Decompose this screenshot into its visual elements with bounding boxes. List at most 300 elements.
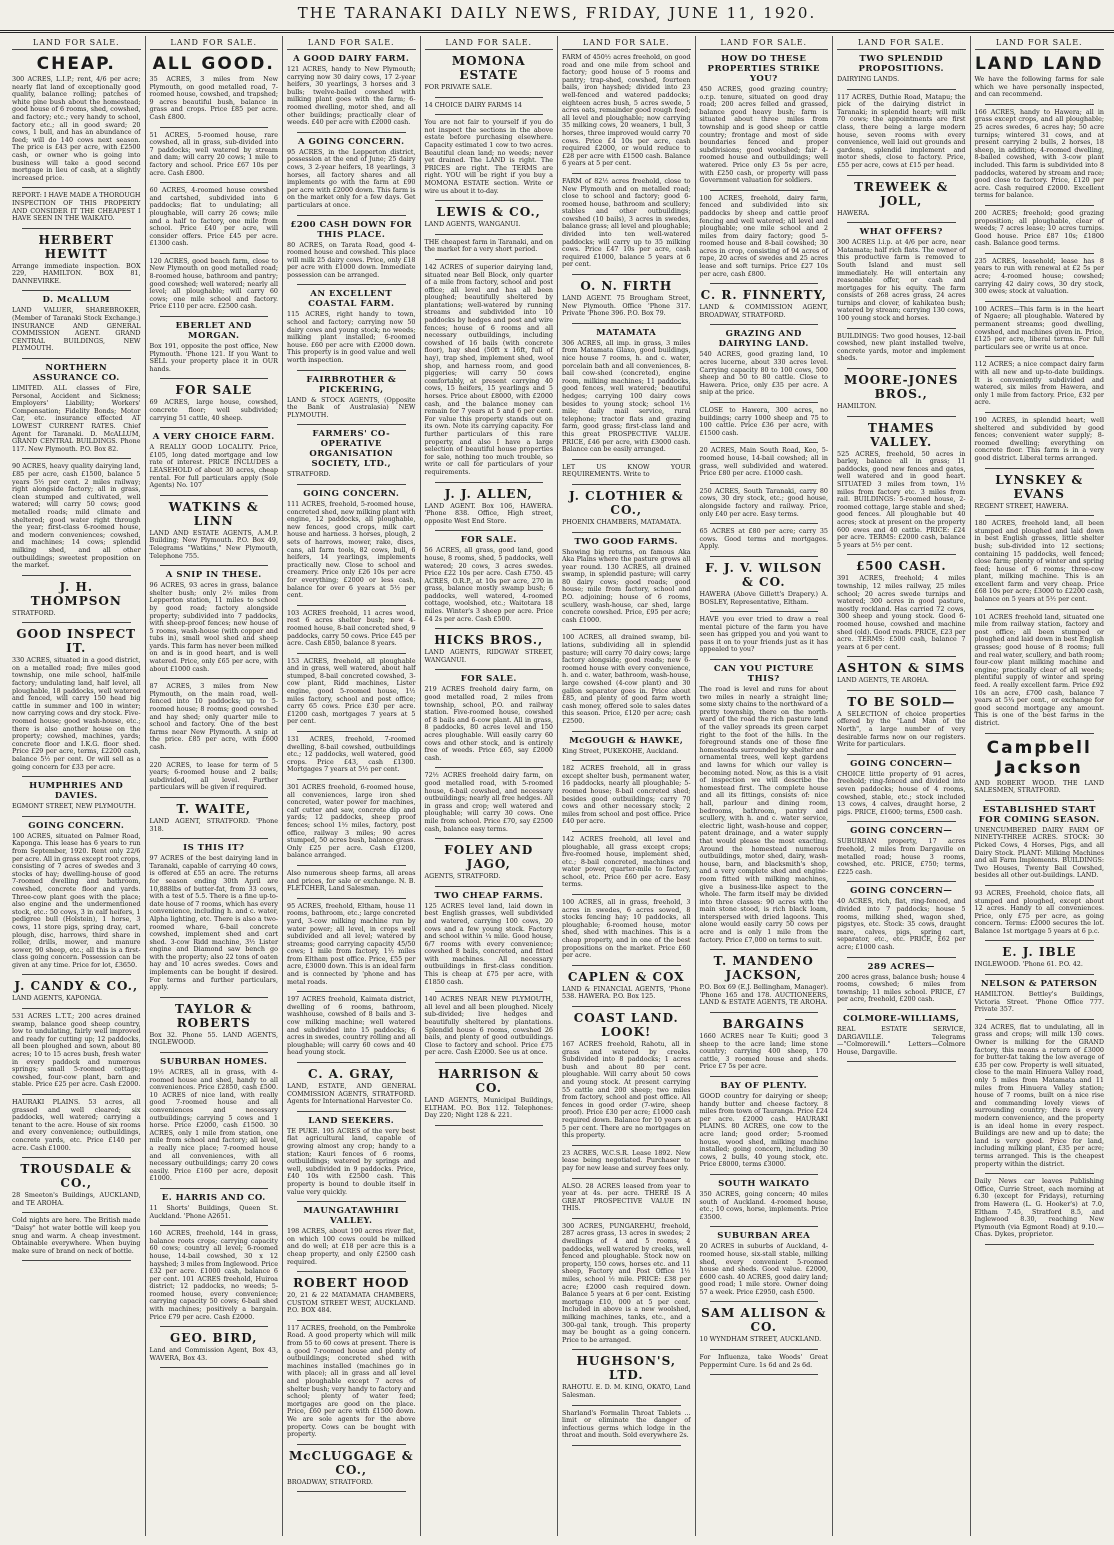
ad-headline: J. J. ALLEN, — [444, 486, 533, 501]
ad-headline: T. WAITE, — [176, 801, 252, 816]
ad-body: HAWERA (Above Gillett's Drapery.) A. BOSLEY, Representative, Eltham. — [699, 589, 828, 606]
ad-body: AND ROBERT WOOD. THE LAND SALESMEN, STRATFORD. — [974, 778, 1104, 795]
ad-divider — [847, 1061, 956, 1062]
advertisement — [425, 1067, 554, 1120]
ad-body: 153 ACRES, freehold, all ploughable and in grass, well watered, about half stumped, 8-bail concreted cowshed, 3-cow plant, Ridd machines, Lister engine, good 5-roomed house, 1½ miles factory, school and post office; carry 65 cows. Price £30 per acre. £1200 cash, mortgages 7 years at 5 per cent. — [287, 656, 416, 726]
ad-divider — [160, 495, 269, 496]
ad-divider — [435, 259, 544, 260]
ad-divider — [710, 1349, 819, 1350]
advertisement — [12, 979, 141, 1003]
advertisement — [562, 537, 691, 625]
ad-headline: E. J. IBLE — [1002, 945, 1077, 960]
advertisement — [12, 233, 141, 286]
ad-divider — [572, 1349, 681, 1350]
advertisement — [150, 570, 279, 673]
advertisement — [287, 903, 416, 987]
ad-divider — [160, 838, 269, 839]
ad-body: 87 ACRES, 3 miles from New Plymouth, on the main road, well-fenced into 10 paddocks; up to 5-roomed house; 8 rooms; good cowshed and hay shed; only quarter mile to school and factory. One of the best farms near New Plymouth. A snip at the price. £85 per acre, with £600 cash. — [149, 682, 278, 751]
ad-divider — [22, 816, 131, 817]
advertisement — [837, 227, 966, 323]
ad-headline: GRAZING AND DAIRYING LAND. — [718, 329, 809, 350]
advertisement — [287, 289, 416, 364]
ad-body: 100 ACRES, situated on Palmer Road, Kaponga. This lease has 6 years to run from September, 1920. Rent only 22/6 per acre. All in grass except root crops, consisting of 7 acres of swedes and 3 stocks of hay; dwelling-house of good 7-roomed dwelling and bathroom, cowshed, concrete floor and yards. Three-cow plant goes with the place; also engine and the undermentioned stock, etc.: 50 cows, 3 in calf heifers, 1 pedigree bull (Holstein), 1 horse, 3 cows, 11 store pigs, spring dray, cart, plough, disc, harrows, third share in roller, drills, mower, and manure sower, 90 sheep, etc.; all this is a first-class going concern. Possession can be given at any time. Price for lot, £3650. — [12, 831, 141, 969]
ad-body: 117 ACRES, Duthie Road, Matapu; the pick of the dairying district in Taranaki; in splendid heart; will milk 70 cows; the appointments are first class, there being a large modern house, seven rooms with every convenience, well laid out grounds and gardens, splendid implement and motor sheds, close to factory. Price, £55 per acre, cows at £15 per head. — [837, 92, 966, 169]
advertisement — [425, 535, 554, 623]
column-1 — [8, 36, 146, 1536]
ad-divider — [297, 370, 406, 371]
ad-divider — [160, 1326, 269, 1327]
advertisement — [562, 489, 691, 527]
ad-body: 100 ACRES, freehold, dairy farm, fenced and subdivided into six paddocks by sheep and cattle proof fencing and well watered; all level and ploughable; one mile school and 2 miles from dairy factory; good 5-roomed house and 8-bail cowshed; 30 acres in crop, consisting of 94 acres of rape, 20 acres of swedes and 25 acres lease and soft turnips. Price £27 10s per acre, cash £800. — [699, 193, 828, 278]
ad-divider — [710, 611, 819, 612]
advertisement — [150, 432, 279, 490]
advertisement — [700, 954, 829, 1007]
advertisement — [700, 54, 829, 185]
advertisement — [425, 239, 554, 254]
advertisement — [150, 187, 279, 248]
advertisement — [12, 1099, 141, 1152]
ad-headline: FOR SALE. — [460, 674, 517, 685]
ad-headline: £200 CASH DOWN FOR THIS PLACE. — [290, 219, 413, 240]
ad-headline: LEWIS & CO., — [436, 205, 541, 220]
advertisement — [700, 1081, 829, 1169]
ad-headline: HERBERT HEWITT — [38, 232, 114, 261]
ad-divider — [847, 656, 956, 657]
ad-body: LAND AGENT. Box 106, HAWERA. 'Phone 838. Office, High street, opposite West End Store. — [424, 501, 553, 525]
advertisement — [425, 205, 554, 229]
ad-body: UNENCUMBERED DAIRY FARM OF NINETY-THREE ACRES. STOCK: 30 Picked Cows, 4 Horses, Pigs, and all Dairy Stock. PLANT: Milking Machines and all Farm Implements. BUILDINGS: Two Houses, Twenty Bail Cowshed, besides all other out-buildings. LAND. — [974, 825, 1104, 880]
advertisement — [287, 870, 416, 893]
ad-body: P.O. Box 69 (E.J. Bellingham, Manager). 'Phone 165 and 178. AUCTIONEERS, LAND & ESTATE AGENTS, TE AROHA. — [699, 983, 828, 1007]
advertisement — [562, 464, 691, 479]
advertisement — [12, 363, 141, 453]
ad-body: HAURAKI PLAINS. 53 acres, all grassed and well cleared; six paddocks, well watered; carrying a tenant to the acre. House of six rooms and every convenience; outbuildings, concrete yards, etc. Price £140 per acre. Cash £1000. — [12, 1098, 141, 1152]
ad-divider — [297, 653, 406, 654]
ad-body: 125 ACRES level land, laid down in best English grasses, well subdivided and watered, carrying 100 cows, 20 cows and a few young stock. Factory and school within ¼ mile. Good house, 6/7 rooms with every convenience; cowshed 8 bails, concreted, and fitted with machines. All necessary outbuildings in first-class condition. This is cheap at £75 per acre, with £1850 cash. — [424, 901, 553, 986]
advertisement — [837, 54, 966, 84]
ad-body: LAND AGENT. 75 Brougham Street, New Plymouth. Office 'Phone 317. Private 'Phone 396. P.O. Box 79. — [562, 294, 691, 318]
ad-headline: D. McALLUM — [42, 295, 110, 306]
ad-divider — [847, 690, 956, 691]
advertisement — [975, 979, 1105, 1014]
advertisement — [287, 429, 416, 479]
ad-body: 10 WYNDHAM STREET, AUCKLAND. — [699, 1335, 822, 1344]
ad-divider — [160, 1225, 269, 1226]
advertisement — [700, 1306, 829, 1344]
ad-body: 250 ACRES, South Taranaki, carry 80 cows, 30 dry stock, etc.; good house, alongside factory and railway. Price, only £40 per acre. Easy terms. — [699, 486, 828, 518]
ad-headline: T. MANDENO JACKSON, — [713, 954, 814, 983]
ad-body: 198 ACRES, about 190 acres river flat, on which 100 cows could be milked and do well; at £18 per acre this is a cheap property, and only £2500 cash required. — [287, 1227, 416, 1266]
advertisement — [837, 94, 966, 170]
ad-divider — [847, 554, 956, 555]
ad-headline: MATAMATA — [596, 327, 657, 338]
ad-body: 35 ACRES, 3 miles from New Plymouth, on good metalled road, 7-roomed house, cowshed, and trapshed; 9 acres beautiful bush, balance in grass and crops. Price £85 per acre. Cash £800. — [149, 75, 278, 121]
advertisement — [12, 821, 141, 970]
ad-headline: CAN YOU PICTURE THIS? — [713, 664, 814, 685]
ad-body: King Street, PUKEKOHE, Auckland. — [562, 746, 679, 755]
ad-body: 540 ACRES, good grazing land, 10 acres lucerne, about 330 acres level. Carrying capacity 80 to 100 cows, 500 sheep and 50 to 80 cattle. Close to Hawera. Price, only £35 per acre. A snip at the price. — [699, 350, 828, 397]
ad-divider — [160, 997, 269, 998]
ad-divider — [572, 173, 681, 174]
ad-divider — [435, 97, 544, 98]
column-3 — [283, 36, 421, 1536]
column-2 — [146, 36, 284, 1536]
ad-body: 11 Shorts' Buildings, Queen St. Auckland. 'Phone A2651. — [149, 1203, 278, 1220]
ad-body: DAIRYING LANDS. — [837, 75, 900, 83]
ad-body: 121 ACRES, handy to New Plymouth; carrying now 30 dairy cows, 17 2-year heifers, 30 yearlings, 3 horses and 3 bulls; twelve-bailed cowshed with milking plant goes with the farm; 6-roomed dwelling, motor shed, and all other buildings; practically clear of weeds. £40 per acre with £2000 cash. — [287, 65, 416, 127]
ad-body: 235 ACRES, leasehold; lease has 8 years to run with renewal at £2 5s per acre; 4-roomed house; cowshed; carrying 42 dairy cows, 30 dry stock, 300 ewes; stock at valuation. — [974, 256, 1104, 296]
ad-divider — [297, 132, 406, 133]
ad-divider — [710, 1174, 819, 1175]
ad-divider — [435, 482, 544, 483]
advertisement — [425, 772, 554, 833]
advertisement — [837, 559, 966, 651]
ad-body: REPORT: I HAVE MADE A THOROUGH INSPECTION OF THIS PROPERTY AND CONSIDER IT THE CHEAPEST I HAVE SEEN IN THE WAIKATO. — [12, 191, 141, 223]
ad-body: 60 ACRES, 4-roomed house cowshed and cartshed, subdivided into 6 paddocks; flat to undulating; all ploughable, will carry 26 cows; mile and a half to factory, one mile from school. Price £40 per acre, will consider offers. Price £45 per acre. £1300 cash. — [149, 186, 278, 248]
advertisement — [562, 54, 691, 168]
ad-headline: GOING CONCERN. — [28, 820, 125, 831]
advertisement — [150, 258, 279, 311]
ad-body: Arrange immediate inspection. BOX 229, HAMILTON. BOX 81, DANNEVIRKE. — [12, 261, 141, 285]
ad-body: 330 ACRES, situated in a good district, on a metalled road; five miles good township, one mile school, half-mile factory; undulating land, half level, all ploughable, 18 paddocks, well watered and fenced, will carry 150 head big cattle in summer and 100 in winter; now carrying cows and dry stock. Five-roomed house; good wash-house, etc.; there is also another house on the property; cowshed, machines, yards; concrete floor and I.K.G. floor shed. Price £29 per acre, terms, £2200 cash, balance 5½ per cent. Or will sell as a going concern for £33 per acre. — [12, 656, 141, 771]
ad-divider — [435, 1125, 544, 1126]
ad-body: 140 ACRES NEAR NEW PLYMOUTH, all level and all been ploughed. Nicely sub-divided; live hedges and beautifully sheltered by plantations. Splendid house 6 rooms, cowshed 26 bails, and plenty of good outbuildings. Close to factory and school. Price £75 per acre. Cash £2000. See us at once. — [424, 995, 553, 1057]
column-8 — [971, 36, 1109, 1536]
ad-divider — [22, 187, 131, 188]
ad-body: INGLEWOOD. 'Phone 61. P.O. 42. — [974, 960, 1083, 969]
ad-headline: McCLUGGAGE & CO., — [288, 1448, 414, 1477]
ad-headline: C. A. GRAY, — [308, 1067, 395, 1081]
ad-headline: LYNSKEY & EVANS — [995, 472, 1084, 501]
ad-divider — [22, 1008, 131, 1009]
advertisement — [700, 561, 829, 606]
ad-body: LAND AGENTS, Municipal Buildings, ELTHAM. P.O. Box 112. Telephones: Day 220; Night 128 & 221. — [424, 1096, 553, 1120]
advertisement — [12, 295, 141, 353]
ad-divider — [297, 284, 406, 285]
ad-body: LAND AGENTS, KAPONGA. — [12, 994, 103, 1003]
ad-body: 1660 ACRES near Te Kuiti; good 3 sheep to the acre land; lime stone country; carrying 400 sheep, 170 cattle, 3 roomed house and sheds. Price £7 5s per acre. — [699, 1032, 828, 1071]
ad-body: BUILDINGS: Two good houses, 12-bail cowshed, new plant installed twelve, concrete yards, motor and implement sheds. — [837, 331, 966, 363]
advertisement — [12, 1217, 141, 1255]
ad-body: 51 ACRES, 5-roomed house, rare cowshed, all in grass, sub-divided into 7 paddocks; well watered by stream and dam; will carry 20 cows; 1 mile to factory and school. Price £67 10s per acre. Cash £800. — [149, 130, 278, 177]
ad-body: LAND AND ESTATE AGENTS, A.M.P. Building; New Plymouth. P.O. Box 49, Telegrams "Watkins," New Plymouth, Telephone 755. — [149, 528, 278, 560]
advertisement — [287, 784, 416, 860]
advertisement — [562, 1223, 691, 1345]
ad-body: You are not fair to yourself if you do not inspect the sections in the above estate before purchasing elsewhere. Capacity estimated 1 cow to two acres. Beautiful clean land; no weeds; never yet drained. The LAND is right. The PRICES are right. The TERMS are right. YOU will be right if you buy a MOMONA ESTATE section. Write or wire us about it to-day. — [424, 118, 553, 195]
ad-divider — [985, 733, 1095, 734]
ad-divider — [572, 1445, 681, 1446]
ad-body: LET US KNOW YOUR REQUIREMENTS. Write to — [562, 462, 691, 479]
ad-body: 131 ACRES, freehold, 7-roomed dwelling, 8-bail cowshed, outbuildings etc.; 12 paddocks, well watered, good crops. Price £43, cash £1300. Mortgages 7 years at 5½ per cent. — [287, 735, 416, 774]
ad-headline: EBERLET AND MORGAN. — [175, 321, 252, 342]
ad-divider — [572, 1178, 681, 1179]
ad-body: HAWERA. — [837, 208, 870, 217]
ad-divider — [435, 200, 544, 201]
ad-divider — [435, 838, 544, 839]
ad-divider — [985, 301, 1095, 302]
ad-headline: ASHTON & SIMS — [837, 661, 966, 676]
ad-body: 182 ACRES freehold, all in grass except shelter bush, permanent water, 16 paddocks, nearly all ploughable; 5-roomed house; 8-bail concreted shed; besides good outbuildings; carry 70 cows and other necessary stock; 2 miles from school and post office. Price £40 per acre. — [562, 764, 691, 826]
ad-body: LAND VALUER, SHAREBROKER, (Member of Taranaki Stock Exchange.) INSURANCE AND GENERAL COMMISSION AGENT. GRAND CENTRAL BUILDINGS, NEW PLYMOUTH. — [12, 306, 141, 353]
ad-headline: CHEAP. — [36, 54, 116, 74]
ad-body: LAND AGENTS, RIDGWAY STREET, WANGANUI. — [424, 648, 553, 664]
ad-headline: TWO SPLENDID PROPOSITIONS. — [858, 54, 945, 74]
ad-headline: HICKS BROS., — [434, 633, 544, 648]
ad-divider — [572, 731, 681, 732]
ad-body: Showing big returns, on famous Aka Aka Plains where the pasture grows all year round. 130 ACRES, all drained swamp, in splendid pasture; will carry 80 dairy cows; good roads; good house; mile from factory, school and P.O. adjoining; house of 6 rooms, scullery, wash-house, car shed, large concrete cowshed. Price, £95 per acre; cash £1000. — [562, 547, 691, 624]
ad-headline: A VERY CHOICE FARM. — [152, 432, 275, 443]
ad-body: 90 ACRES, heavy quality dairying land, £85 per acre, cash £1500, balance 5 years 5½ per cent. 2 miles railway; right alongside factory; all in grass, clean stumped and cultivated, well watered; will carry 50 cows; good metalled roads; mild climate and sheltered; good water right through the year; first-class 6-roomed house, and modern conveniences; cowshed, and machines; 14 cows; splendid milking shed, and all other outbuildings; sweetest proposition on the market. — [12, 462, 141, 570]
advertisement — [150, 500, 279, 560]
ad-body: 65 ACRES at £80 per acre; carry 35 cows. Good terms and mortgages. Apply. — [699, 527, 828, 551]
ad-body: 72½ ACRES freehold dairy farm, on good metalled road, with 5-roomed house, 6-bail cowshed, and necessary outbuildings; nearly all free hedges. All in grass and crop; well watered and ploughable; will carry 30 cows. One mile from school. Price £70, say £2500 cash, balance easy terms. — [424, 771, 553, 833]
ad-divider — [22, 974, 131, 975]
ad-body: LAND AGENT, STRATFORD. 'Phone 318. — [149, 816, 278, 833]
ad-divider — [160, 253, 269, 254]
ad-headline: FAIRBROTHER & PICKERING, — [306, 374, 397, 395]
ad-body: THE cheapest farm in Taranaki, and on the market for a very short period. — [424, 237, 553, 254]
ad-body: SUBURBAN property, 17 acres freehold, 2 miles from Dargaville on metalled road; house 3 rooms, cowshed, etc. PRICE, £750; terms, £225 cash. — [837, 837, 966, 876]
ad-body: Box 191, opposite the post office, New Plymouth. 'Phone 121. If you Want to SELL your property place it in OUR hands. — [149, 342, 278, 373]
ad-divider — [847, 1009, 956, 1010]
ad-headline: BARGAINS — [722, 1017, 805, 1032]
ad-divider — [710, 402, 819, 403]
ad-headline: COAST LAND. LOOK! — [573, 1011, 679, 1039]
advertisement — [837, 826, 966, 876]
ad-body: A SELECTION of choice properties offered by the "Land Man of the North", a large number of very desirable farms now on our registers. Write for particulars. — [837, 709, 966, 749]
ad-headline: GOING CONCERN— — [850, 886, 953, 897]
ad-divider — [985, 515, 1095, 516]
ad-divider — [435, 234, 544, 235]
ad-body: AGENTS, STRATFORD. — [424, 872, 501, 881]
ad-body: 56 ACRES, all grass, good land, good house, 8 rooms, shed, 5 paddocks, well watered; 20 cows, 3 acres swedes. Price £22 10s per acre. Cash £750. 45 ACRES, O.R.P., at 10s per acre, 270 in grass, balance mostly swamp bush; 6 paddocks, well watered, 4-roomed cottage, woolshed, etc.; Waitotara 18 miles. Winter's 3 sheep per acre. Price £4 2s per acre. Cash £500. — [424, 546, 553, 623]
advertisement — [975, 361, 1105, 407]
ad-headline: IS THIS IT? — [183, 843, 245, 854]
ad-headline: THAMES VALLEY. — [867, 420, 935, 449]
ad-body: Cold nights are here. The British made "Daisy" hot water bottle will keep you snug and warm. A cheap investment. Obtainable everywhere. When buying make sure of brand on neck of bottle. — [12, 1216, 141, 1255]
ad-divider — [435, 628, 544, 629]
advertisement — [562, 1183, 691, 1213]
ad-divider — [160, 127, 269, 128]
ad-body: 96 ACRES, 93 acres in grass, balance shelter bush; only 2½ miles from Lepperton station, 11 miles to school by good road; factory alongside property; subdivided into 7 paddocks, with sheep-proof fences; new house of 5 rooms, wash-house (with copper and tubs in), small wool shed and sheep yards. This farm has never been milked on and is in good heart, and is well watered. Price, only £65 per acre, with about £1000 cash. — [149, 581, 278, 673]
advertisement — [287, 1067, 416, 1106]
advertisement — [562, 1150, 691, 1173]
column-heading: LAND FOR SALE. — [12, 36, 141, 50]
ad-divider — [160, 678, 269, 679]
ad-headline: TAYLOR & ROBERTS — [175, 1001, 253, 1030]
ad-body: FOR PRIVATE SALE. — [424, 83, 492, 91]
ad-divider — [710, 1226, 819, 1227]
ad-body: 103 ACRES freehold, 11 acres wood, rest 6 acres shelter bush; new 4-roomed house, 8-bail concreted shed, 9 paddocks, carry 50 cows. Price £45 per acre. Cash £850, balance 8 years. — [287, 608, 416, 648]
ad-body: 190 ACRES, in splendid heart; well sheltered and subdivided by good fences; convenient water supply; 8-roomed dwelling; everything on concrete floor. This farm is in a very good district. Liberal terms arranged. — [974, 415, 1104, 462]
advertisement — [12, 463, 141, 569]
advertisement — [287, 375, 416, 420]
ad-headline: LAND SEEKERS. — [308, 1115, 395, 1126]
ad-divider — [435, 991, 544, 992]
ad-divider — [297, 991, 406, 992]
advertisement — [837, 661, 966, 685]
ad-headline: GOING CONCERN— — [850, 758, 953, 769]
ad-divider — [847, 368, 956, 369]
ad-body: 112 ACRES; a nice compact dairy farm with all new and up-to-date buildings. It is conveniently subdivided and watered, six miles from Hawera, and only 1 mile from factory. Price, £32 per acre. — [974, 360, 1104, 407]
advertisement — [425, 674, 554, 762]
ad-body: 142 ACRES of superior dairying land, situated near Bell Block, only quarter of a mile from factory, school and post office; all level and has all been ploughed; beautifully sheltered by plantations; well-watered by running streams and subdivided into 10 paddocks by hedges and post and wire fences; house of 6 rooms and all necessary outbuildings, including cowshed of 16 bails (with concrete floor), hay shed (50ft x 16ft, full of hay), trap shed, implement shed, wool shop, and harness room, and good piggeries; will carry 50 cows comfortably, at present carrying 40 cows, 15 heifers, 15 yearlings and 5 horses. Price about £8000, with £2000 cash, and the balance money can remain for 7 years at 5 and 6 per cent. For value this property stands out on its own. Note its carrying capacity. For further particulars of this rare property, and also I have a large selection of beautiful house properties for sale, nothing too much trouble, so write or call for particulars of your requirements. — [424, 262, 553, 476]
ad-body: 391 ACRES, freehold; 4 miles township, 12 miles railway, 25 miles school; 20 acres swede turnips and watered; 300 acres in good pasture, mostly rockland. Has carried 72 cows, 300 sheep and young stock. Good 6-roomed house, cowshed and machine shed (old). Good roads. PRICE, £23 per acre. TERMS: £500 cash, balance 7 years at 6 per cent. — [837, 574, 966, 651]
ad-divider — [985, 1173, 1095, 1174]
ad-divider — [160, 427, 269, 428]
ad-body: We have the following farms for sale which we have personally inspected, and can recommend. — [974, 75, 1104, 99]
ad-body: 142 ACRES freehold, all level and ploughable, all grass except crops; five-roomed house, implement shed, etc.; 8-bail concreted, machines and water power, quarter-mile to factory, school, etc. Price £60 per acre. Easy terms. — [562, 834, 691, 889]
advertisement — [562, 765, 691, 826]
ad-divider — [710, 556, 819, 557]
ad-body: 306 ACRES, all imp. in grass, 3 miles from Matamata Glaxo, good buildings, nice house 7 rooms, h. and c. water, porcelain bath and all conveniences, 8-bail cow-shed (concreted), engine room, milking machines; 11 paddocks, good fences, well watered; beautiful hedges; carrying 100 dairy cows besides to young stock; school 1½ mile; daily mail service, rural telephone; tractor flats and grazing farm, good grass; first-class land and this great PROSPECTIVE VALUE. PRICE, £46 per acre, with £3000 cash. Balance can be easily arranged. — [562, 338, 691, 454]
ad-headline: MAUNGATAWHIRI VALLEY. — [303, 1206, 400, 1227]
ad-divider — [847, 754, 956, 755]
advertisement — [150, 1002, 279, 1047]
advertisement — [975, 210, 1105, 248]
ad-divider — [22, 1157, 131, 1158]
ad-divider — [22, 776, 131, 777]
ad-divider — [985, 940, 1095, 941]
ad-body: 450 ACRES, good grazing country; o.r.p. tenure, situated on good dray road; 200 acres felled and grassed, balance good heavy bush; farm is situated about three miles from township and is good sheep or cattle country; frontage and most of side boundaries fenced and proper subdivisions; good woolshed; fair 4-roomed house and outbuildings; well watered. Price only £3 5s per acre, with £250 cash, or property will pass Government valuation for soldiers. — [699, 85, 828, 185]
advertisement — [700, 1354, 829, 1369]
ad-headline: AN EXCELLENT COASTAL FARM. — [308, 289, 395, 310]
ad-divider — [297, 779, 406, 780]
ad-divider — [710, 483, 819, 484]
advertisement — [837, 759, 966, 817]
ad-headline: GEO. BIRD, — [170, 1331, 258, 1346]
ad-divider — [710, 1012, 819, 1013]
ad-headline: WATKINS & LINN — [168, 499, 259, 528]
column-heading: LAND FOR SALE. — [150, 36, 279, 50]
ad-body: LAND AGENTS, WANGANUI. — [424, 220, 521, 229]
ad-body: REAL ESTATE SERVICE, DARGAVILLE. Telegrams—"Colmorewill." Letters—Colmore House, Dargaville. — [837, 1024, 966, 1056]
ad-divider — [160, 565, 269, 566]
ad-body: 300 ACRES l.i.p. at 4/6 per acre, near Matamata; half rich flats. The owner of this productive farm is removed to South Island and must sell immediately. He will entertain any reasonable offer, or cash and mortgages for his equity. The farm consists of 268 acres grass, 24 acres turnips and clover, of kahikatea bush; watered by stream; carrying 130 cows, 100 young stock and horses. — [837, 238, 966, 323]
ad-headline: NORTHERN ASSURANCE CO. — [32, 363, 120, 384]
advertisement — [975, 738, 1105, 795]
masthead-title: THE TARANAKI DAILY NEWS, FRIDAY, JUNE 11, 1920. — [297, 4, 817, 22]
advertisement — [837, 695, 966, 749]
ad-divider — [22, 358, 131, 359]
ad-body: Box 32. Phone 55. LAND AGENTS, INGLEWOOD. — [149, 1030, 278, 1047]
column-7 — [833, 36, 971, 1536]
advertisement — [425, 633, 554, 664]
advertisement — [12, 580, 141, 618]
advertisement — [700, 407, 829, 437]
ad-divider — [297, 865, 406, 866]
ad-divider — [160, 378, 269, 379]
ad-body: CHOICE little property of 91 acres, freehold; ring-fenced and divided into seven paddocks; house of 4 rooms, cowshed, stable, etc.; stock included 13 cows, 4 calves, draught horse, 2 pigs. PRICE, £1600; terms, £500 cash. — [837, 769, 966, 816]
ad-divider — [297, 1271, 406, 1272]
ad-divider — [985, 356, 1095, 357]
column-5 — [558, 36, 696, 1536]
ad-body: HAMILTON. Bettley's Buildings, Victoria Street. 'Phone Office 777. Private 357. — [974, 990, 1104, 1014]
advertisement — [150, 802, 279, 833]
advertisement — [150, 762, 279, 792]
ad-divider — [985, 205, 1095, 206]
ad-headline: J. CLOTHIER & CO., — [568, 488, 684, 517]
ad-body: 20 ACRES in suburbs of Auckland, 4-roomed house, six-stall stable, milking shed, every convenient 5-roomed house and sheds. Good value. £2000, £600 cash. 40 ACRES, good dairy land; good road; 1 mile store. Owner doing 57 a week. Price £2950, cash £500. — [699, 1242, 828, 1296]
ad-divider — [572, 1405, 681, 1406]
column-heading: LAND FOR SALE. — [700, 36, 829, 50]
ad-divider — [710, 442, 819, 443]
advertisement — [562, 328, 691, 454]
ad-body: 117 ACRES, freehold, on the Pembroke Road. A good property which will milk from 55 to 60 cows at present. There is a good 7-roomed house and plenty of outbuildings; concreted shed with machines installed (machines go in with place); all in grass and all level and ploughable except 7 acres of shelter bush; very handy to factory and school; plenty of water feed; mortgages are good on the place. Price, £60 per acre with £1500 down. We are sole agents for the above property. Cows can be bought with property. — [287, 1323, 416, 1439]
advertisement — [562, 836, 691, 889]
ad-divider — [22, 1094, 131, 1095]
ad-headline: £500 CASH. — [855, 559, 947, 574]
ad-divider — [847, 89, 956, 90]
advertisement — [975, 1178, 1105, 1239]
ad-divider — [160, 182, 269, 183]
ad-divider — [985, 885, 1095, 886]
advertisement — [12, 192, 141, 222]
advertisement — [425, 487, 554, 526]
ad-headline: TWO GOOD FARMS. — [574, 536, 679, 547]
advertisement — [287, 489, 416, 600]
masthead — [0, 0, 1114, 33]
ad-body: LAND, ESTATE, AND GENERAL COMMISSION AGENTS, STRATFORD. Agents for International Harvester Co. — [287, 1082, 416, 1106]
advertisement — [150, 1230, 279, 1321]
advertisement — [425, 102, 554, 110]
ad-body: 111 ACRES, freehold, 5-roomed house, concreted shed, new milking plant with engine, 12 paddocks, all ploughable, new fences, good crops, milk cart house and harness. 3 horses, plough, 2 sets of harrows, mower, rake, discs, cans, all farm tools, 82 cows, bull, 6 heifers, 14 yearlings, implements practically new. Close to school and creamery. Price only £26 10s per acre for everything; £2000 or less cash, balance for over 6 years at 5½ per cent. — [287, 500, 416, 600]
advertisement — [425, 891, 554, 987]
ad-divider — [22, 290, 131, 291]
ad-headline: FARMERS' CO-OPERATIVE ORGANISATION SOCIETY, LTD., — [309, 429, 394, 470]
ad-body: 525 ACRES, freehold, 50 acres in barley, balance all in grass; 11 paddocks, good new fences and gates, well watered and in good heart. SITUATED 3 miles from town, 1½ miles from factory etc. 3 miles from rail. BUILDINGS: 5-roomed house, 2-roomed cottage, large stable and shed; good fences. All ploughable but 40 acres; stock at present on the property 600 ewes and 40 cattle. PRICE: £24 per acre. TERMS: £2000 cash, balance 5 years at 5½ per cent. — [837, 449, 966, 549]
ad-divider — [985, 609, 1095, 610]
advertisement — [425, 843, 554, 881]
advertisement — [287, 1325, 416, 1439]
ad-headline: A GOING CONCERN. — [297, 136, 405, 147]
ad-divider — [22, 575, 131, 576]
ad-headline: A SNIP IN THESE. — [165, 570, 262, 581]
ad-divider — [22, 458, 131, 459]
ad-body: Also numerous sheep farms, all areas and prices, for sale or exchange. N. B. FLETCHER, Land Salesman. — [287, 868, 416, 893]
ad-headline: ALL GOOD. — [152, 54, 275, 74]
advertisement — [287, 220, 416, 280]
ad-body: 101 ACRES freehold land, situated one mile from railway station, factory and post office; all been stumped or ploughed and laid down in best English grasses; good house of 8 rooms; full and real water, scullery, and bath room; four-cow plant milking machine and engine; practically clear of all weeds; plentiful supply of winter and spring feed. A really excellent farm. Price £92 10s an acre, £700 cash, balance 7 years at 5¼ per cent., or exchange for good second mortgage any amount. This is one of the best farms in the district. — [974, 612, 1104, 727]
ad-divider — [297, 1062, 406, 1063]
advertisement — [837, 962, 966, 1004]
ad-body: LIMITED. ALL classes of Fire, Personal, Accident and Sickness; Employers' Liability; Workers' Compensation; Fidelity Bonds; Motor Car, etc. insurance effected AT LOWEST CURRENT RATES. Chief Agent for Taranaki. D. McALLUM, GRAND CENTRAL BUILDINGS. Phone 117. New Plymouth. P.O. Box 82. — [12, 384, 141, 453]
ad-divider — [160, 1367, 269, 1368]
column-heading: LAND FOR SALE. — [975, 36, 1105, 50]
advertisement — [562, 279, 691, 318]
advertisement — [700, 1179, 829, 1221]
ad-divider — [160, 757, 269, 758]
ad-body: LAND & STOCK AGENTS, (Opposite the Bank of Australasia) NEW PLYMOUTH. — [287, 395, 416, 419]
advertisement — [837, 180, 966, 218]
advertisement — [562, 1354, 691, 1399]
ad-headline: GOING CONCERN— — [850, 826, 953, 837]
ad-body: Land and Commission Agent, Box 43, WAVERA, Box 43. — [149, 1346, 278, 1362]
advertisement — [837, 886, 966, 951]
ad-divider — [847, 881, 956, 882]
ad-divider — [22, 622, 131, 623]
ad-headline: CAPLEN & COX — [567, 969, 685, 984]
ad-divider — [572, 459, 681, 460]
ad-body: Sharland's Formalin Throat Tablets ... limit or eliminate the danger of infectious germs which lodge in the throat and mouth. Sold everywhere 2s. — [562, 1408, 691, 1440]
advertisement — [975, 1024, 1105, 1168]
advertisement — [12, 781, 141, 811]
advertisement — [425, 54, 554, 92]
ad-body: 220 ACRES, to lease for term of 5 years; 6-roomed house and 2 bails; subdivided, all level. Further particulars will be given if required. — [149, 760, 278, 792]
ad-body: 300 ACRES, L.I.P.; rent, 4/6 per acre; nearly flat land of exceptionally good quality, balance rolling; patches of white pine bush about the homestead; good house of 6 rooms, shed, cowshed, and factory; etc.; very handy to school, factory etc.; all in good sward; 20 cows, 1 bull, and has an abundance of feed; will do 140 cows next season. The price is £43 per acre, with £2500 cash, or owner who is going into business will take a good second mortgage in lieu of cash, at a slightly increased price. — [12, 75, 141, 182]
ad-headline: SOUTH WAIKATO — [718, 1178, 810, 1189]
advertisement — [562, 1410, 691, 1440]
